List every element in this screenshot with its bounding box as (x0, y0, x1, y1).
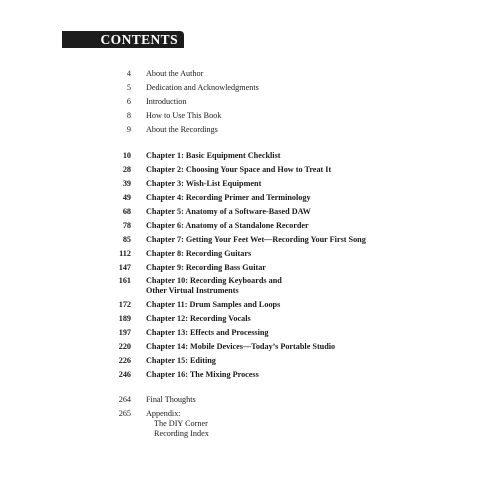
toc-page-number: 246 (118, 369, 131, 379)
toc-page-number: 85 (122, 234, 131, 244)
toc-title: How to Use This Book (146, 110, 222, 120)
toc-page-number: 49 (122, 193, 131, 203)
toc-chapter-entry[interactable] (100, 193, 420, 207)
toc-chapter-entry[interactable] (100, 249, 420, 263)
toc-title: Chapter 3: Wish-List Equipment (146, 179, 262, 189)
toc-page-number: 147 (118, 262, 131, 272)
toc-page-number: 8 (126, 110, 131, 120)
toc-page-number: 220 (118, 342, 131, 352)
toc-chapter-entry[interactable] (100, 370, 420, 384)
toc-entry[interactable] (100, 111, 420, 125)
toc-chapter-entry[interactable] (100, 165, 420, 179)
toc-title: About the Recordings (146, 124, 218, 134)
toc-subtitle-line: Recording Index (154, 428, 209, 438)
toc-page-number: 5 (126, 82, 131, 92)
toc-title (146, 276, 420, 296)
toc-entry[interactable] (100, 97, 420, 111)
toc-page-number: 9 (126, 124, 131, 134)
toc-page-number: 10 (122, 151, 131, 161)
toc-entry[interactable] (100, 69, 420, 83)
toc-page-number: 6 (126, 96, 131, 106)
toc-title: Chapter 13: Effects and Processing (146, 328, 269, 338)
toc-page-number: 68 (122, 207, 131, 217)
table-of-contents (100, 69, 420, 445)
toc-chapter-entry[interactable] (100, 276, 420, 300)
toc-title: Chapter 1: Basic Equipment Checklist (146, 151, 281, 161)
toc-page-number: 112 (119, 248, 131, 258)
toc-chapter-entry[interactable] (100, 179, 420, 193)
section-spacer (100, 384, 420, 395)
toc-title: Chapter 4: Recording Primer and Terminology (146, 193, 311, 203)
toc-entry[interactable] (100, 409, 420, 445)
toc-chapter-entry[interactable] (100, 328, 420, 342)
toc-page-number: 264 (118, 394, 131, 404)
toc-chapter-entry[interactable] (100, 207, 420, 221)
toc-entry[interactable] (100, 83, 420, 97)
toc-chapter-entry[interactable] (100, 300, 420, 314)
toc-chapter-entry[interactable] (100, 356, 420, 370)
toc-page-number: 161 (118, 276, 131, 286)
toc-title (146, 409, 420, 439)
contents-banner (62, 31, 184, 48)
toc-title: About the Author (146, 69, 204, 78)
toc-page-number: 28 (122, 165, 131, 175)
toc-chapter-entry[interactable] (100, 221, 420, 235)
toc-page-number: 265 (118, 408, 131, 418)
toc-title: Chapter 14: Mobile Devices—Today’s Portable Studio (146, 342, 336, 352)
toc-title: Introduction (146, 96, 187, 106)
toc-title: Chapter 12: Recording Vocals (146, 314, 251, 324)
toc-page-number: 172 (118, 300, 131, 310)
toc-title: Chapter 5: Anatomy of a Software-Based DAW (146, 207, 311, 217)
toc-title: Chapter 6: Anatomy of a Standalone Recorder (146, 220, 309, 230)
toc-title-line: Other Virtual Instruments (146, 286, 239, 296)
toc-entry[interactable] (100, 125, 420, 139)
toc-page-number: 78 (122, 220, 131, 230)
contents-heading: CONTENTS (100, 31, 178, 47)
toc-title: Chapter 11: Drum Samples and Loops (146, 300, 281, 310)
toc-title: Chapter 16: The Mixing Process (146, 369, 259, 379)
toc-entry[interactable] (100, 395, 420, 409)
section-spacer (100, 138, 420, 151)
toc-page-number: 4 (126, 69, 131, 78)
toc-title: Chapter 2: Choosing Your Space and How to Treat It (146, 165, 332, 175)
toc-title-line: Appendix: (146, 408, 181, 418)
toc-title: Dedication and Acknowledgments (146, 82, 259, 92)
toc-page-number: 226 (118, 356, 131, 366)
toc-title: Chapter 8: Recording Guitars (146, 248, 252, 258)
toc-title-line: Chapter 10: Recording Keyboards and (146, 276, 282, 286)
toc-chapter-entry[interactable] (100, 235, 420, 249)
toc-title: Chapter 9: Recording Bass Guitar (146, 262, 266, 272)
toc-chapter-entry[interactable] (100, 342, 420, 356)
toc-page-number: 197 (118, 328, 131, 338)
toc-title: Chapter 7: Getting Your Feet Wet—Recording Your First Song (146, 234, 366, 244)
toc-subtitle-line: The DIY Corner (154, 418, 208, 428)
toc-page-number: 189 (118, 314, 131, 324)
toc-chapter-entry[interactable] (100, 314, 420, 328)
toc-page-number: 39 (122, 179, 131, 189)
toc-title: Chapter 15: Editing (146, 356, 216, 366)
toc-chapter-entry[interactable] (100, 263, 420, 277)
toc-chapter-entry[interactable] (100, 151, 420, 165)
toc-title: Final Thoughts (146, 394, 196, 404)
